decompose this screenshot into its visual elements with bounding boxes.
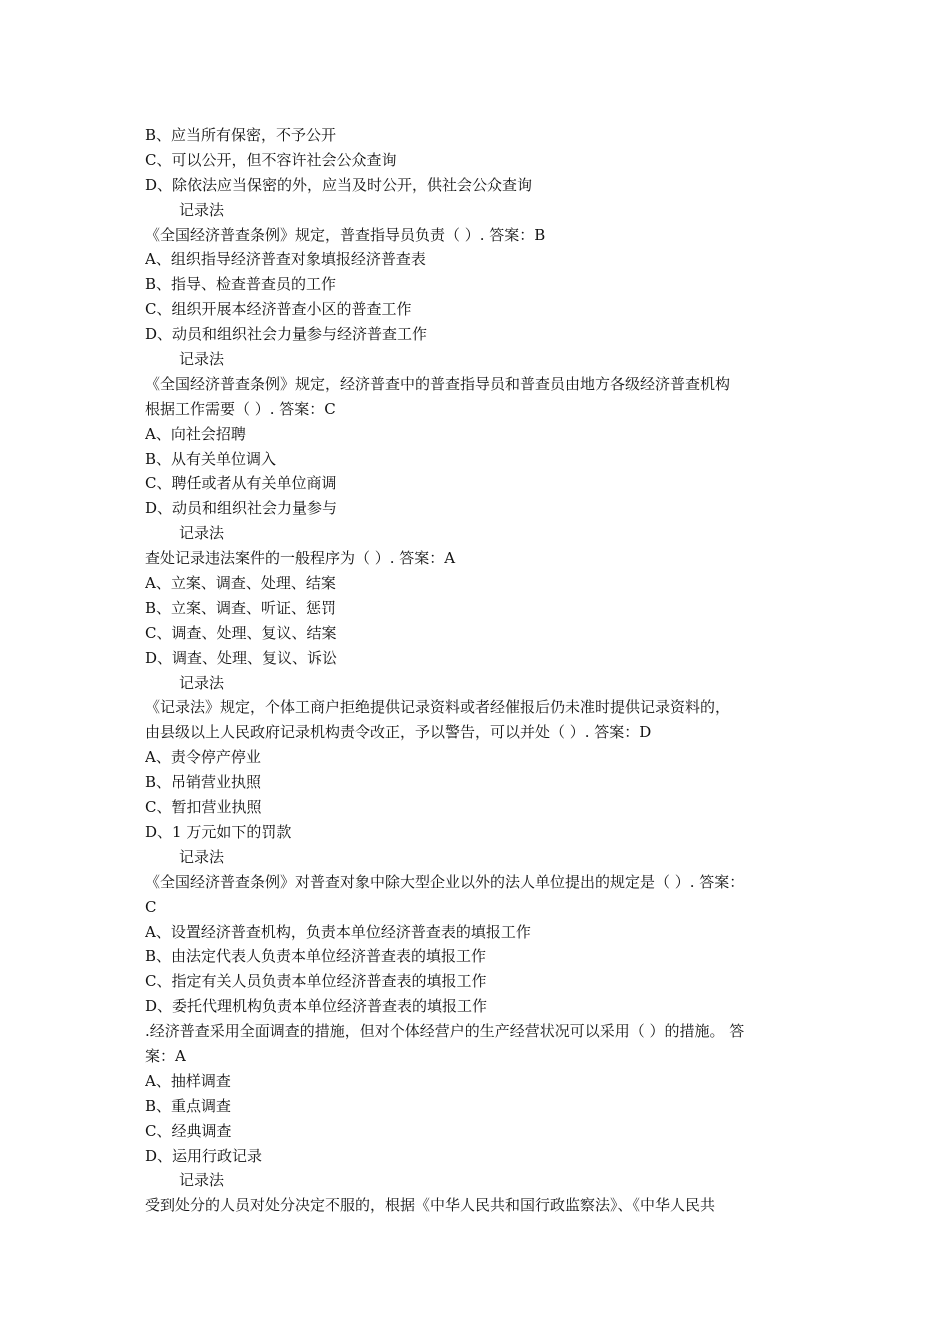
text-line: C、指定有关人员负责本单位经济普查表的填报工作 — [145, 972, 487, 991]
text-line: 《全国经济普查条例》规定，普查指导员负责（ ）. 答案：B — [145, 225, 546, 244]
text-line: C、调查、处理、复议、结案 — [145, 623, 337, 642]
text-line: B、吊销营业执照 — [145, 773, 262, 792]
text-line: A、组织指导经济普查对象填报经济普查表 — [145, 250, 426, 269]
text-line: 《全国经济普查条例》规定，经济普查中的普查指导员和普查员由地方各级经济普查机构 — [145, 374, 731, 393]
text-line: D、动员和组织社会力量参与 — [145, 499, 338, 518]
text-line: 根据工作需要（ ）. 答案：C — [145, 399, 336, 418]
text-line: B、立案、调查、听证、惩罚 — [145, 598, 337, 617]
section-heading: 记录法 — [179, 524, 225, 543]
text-line: 由县级以上人民政府记录机构责令改正，予以警告，可以并处（ ）. 答案：D — [145, 723, 652, 742]
text-line: D、运用行政记录 — [145, 1146, 263, 1165]
text-line: C、暂扣营业执照 — [145, 798, 262, 817]
section-heading: 记录法 — [179, 200, 225, 219]
text-line: D、委托代理机构负责本单位经济普查表的填报工作 — [145, 997, 488, 1016]
text-line: D、调查、处理、复议、诉讼 — [145, 648, 338, 667]
text-line: B、重点调查 — [145, 1096, 232, 1115]
text-line: D、1 万元如下的罚款 — [145, 822, 292, 841]
text-line: 查处记录违法案件的一般程序为（ ）. 答案：A — [145, 549, 456, 568]
text-line: B、从有关单位调入 — [145, 449, 277, 468]
text-line: A、立案、调查、处理、结案 — [145, 574, 336, 593]
text-line: 受到处分的人员对处分决定不服的，根据《中华人民共和国行政监察法》、《中华人民共 — [145, 1196, 716, 1215]
section-heading: 记录法 — [179, 847, 225, 866]
text-line: B、应当所有保密，不予公开 — [145, 126, 337, 144]
text-line: D、除依法应当保密的外，应当及时公开，供社会公众查询 — [145, 175, 533, 194]
section-heading: 记录法 — [179, 1171, 225, 1190]
text-line: D、动员和组织社会力量参与经济普查工作 — [145, 325, 428, 344]
section-heading: 记录法 — [179, 350, 225, 369]
text-line: C、可以公开，但不容许社会公众查询 — [145, 150, 397, 169]
text-line: A、向社会招聘 — [145, 424, 246, 443]
text-line: A、设置经济普查机构，负责本单位经济普查表的填报工作 — [145, 922, 531, 941]
text-line: A、责令停产停业 — [145, 748, 261, 767]
text-line: 案：A — [145, 1046, 186, 1065]
text-line: .经济普查采用全面调查的措施，但对个体经营户的生产经营状况可以采用（ ）的措施。 答 — [145, 1022, 745, 1041]
text-line: B、由法定代表人负责本单位经济普查表的填报工作 — [145, 947, 487, 966]
text-line: C、经典调查 — [145, 1121, 232, 1140]
text-line: 《记录法》规定，个体工商户拒绝提供记录资料或者经催报后仍未准时提供记录资料的， — [145, 698, 731, 717]
text-line: B、指导、检查普查员的工作 — [145, 275, 337, 294]
section-heading: 记录法 — [179, 673, 225, 692]
text-line: 《全国经济普查条例》对普查对象中除大型企业以外的法人单位提出的规定是（ ）. 答案： — [145, 872, 745, 891]
document-body — [145, 123, 810, 1218]
text-line: A、抽样调查 — [145, 1071, 231, 1090]
text-line: C、组织开展本经济普查小区的普查工作 — [145, 300, 412, 319]
text-line: C、聘任或者从有关单位商调 — [145, 474, 337, 493]
text-line: C — [145, 897, 157, 916]
